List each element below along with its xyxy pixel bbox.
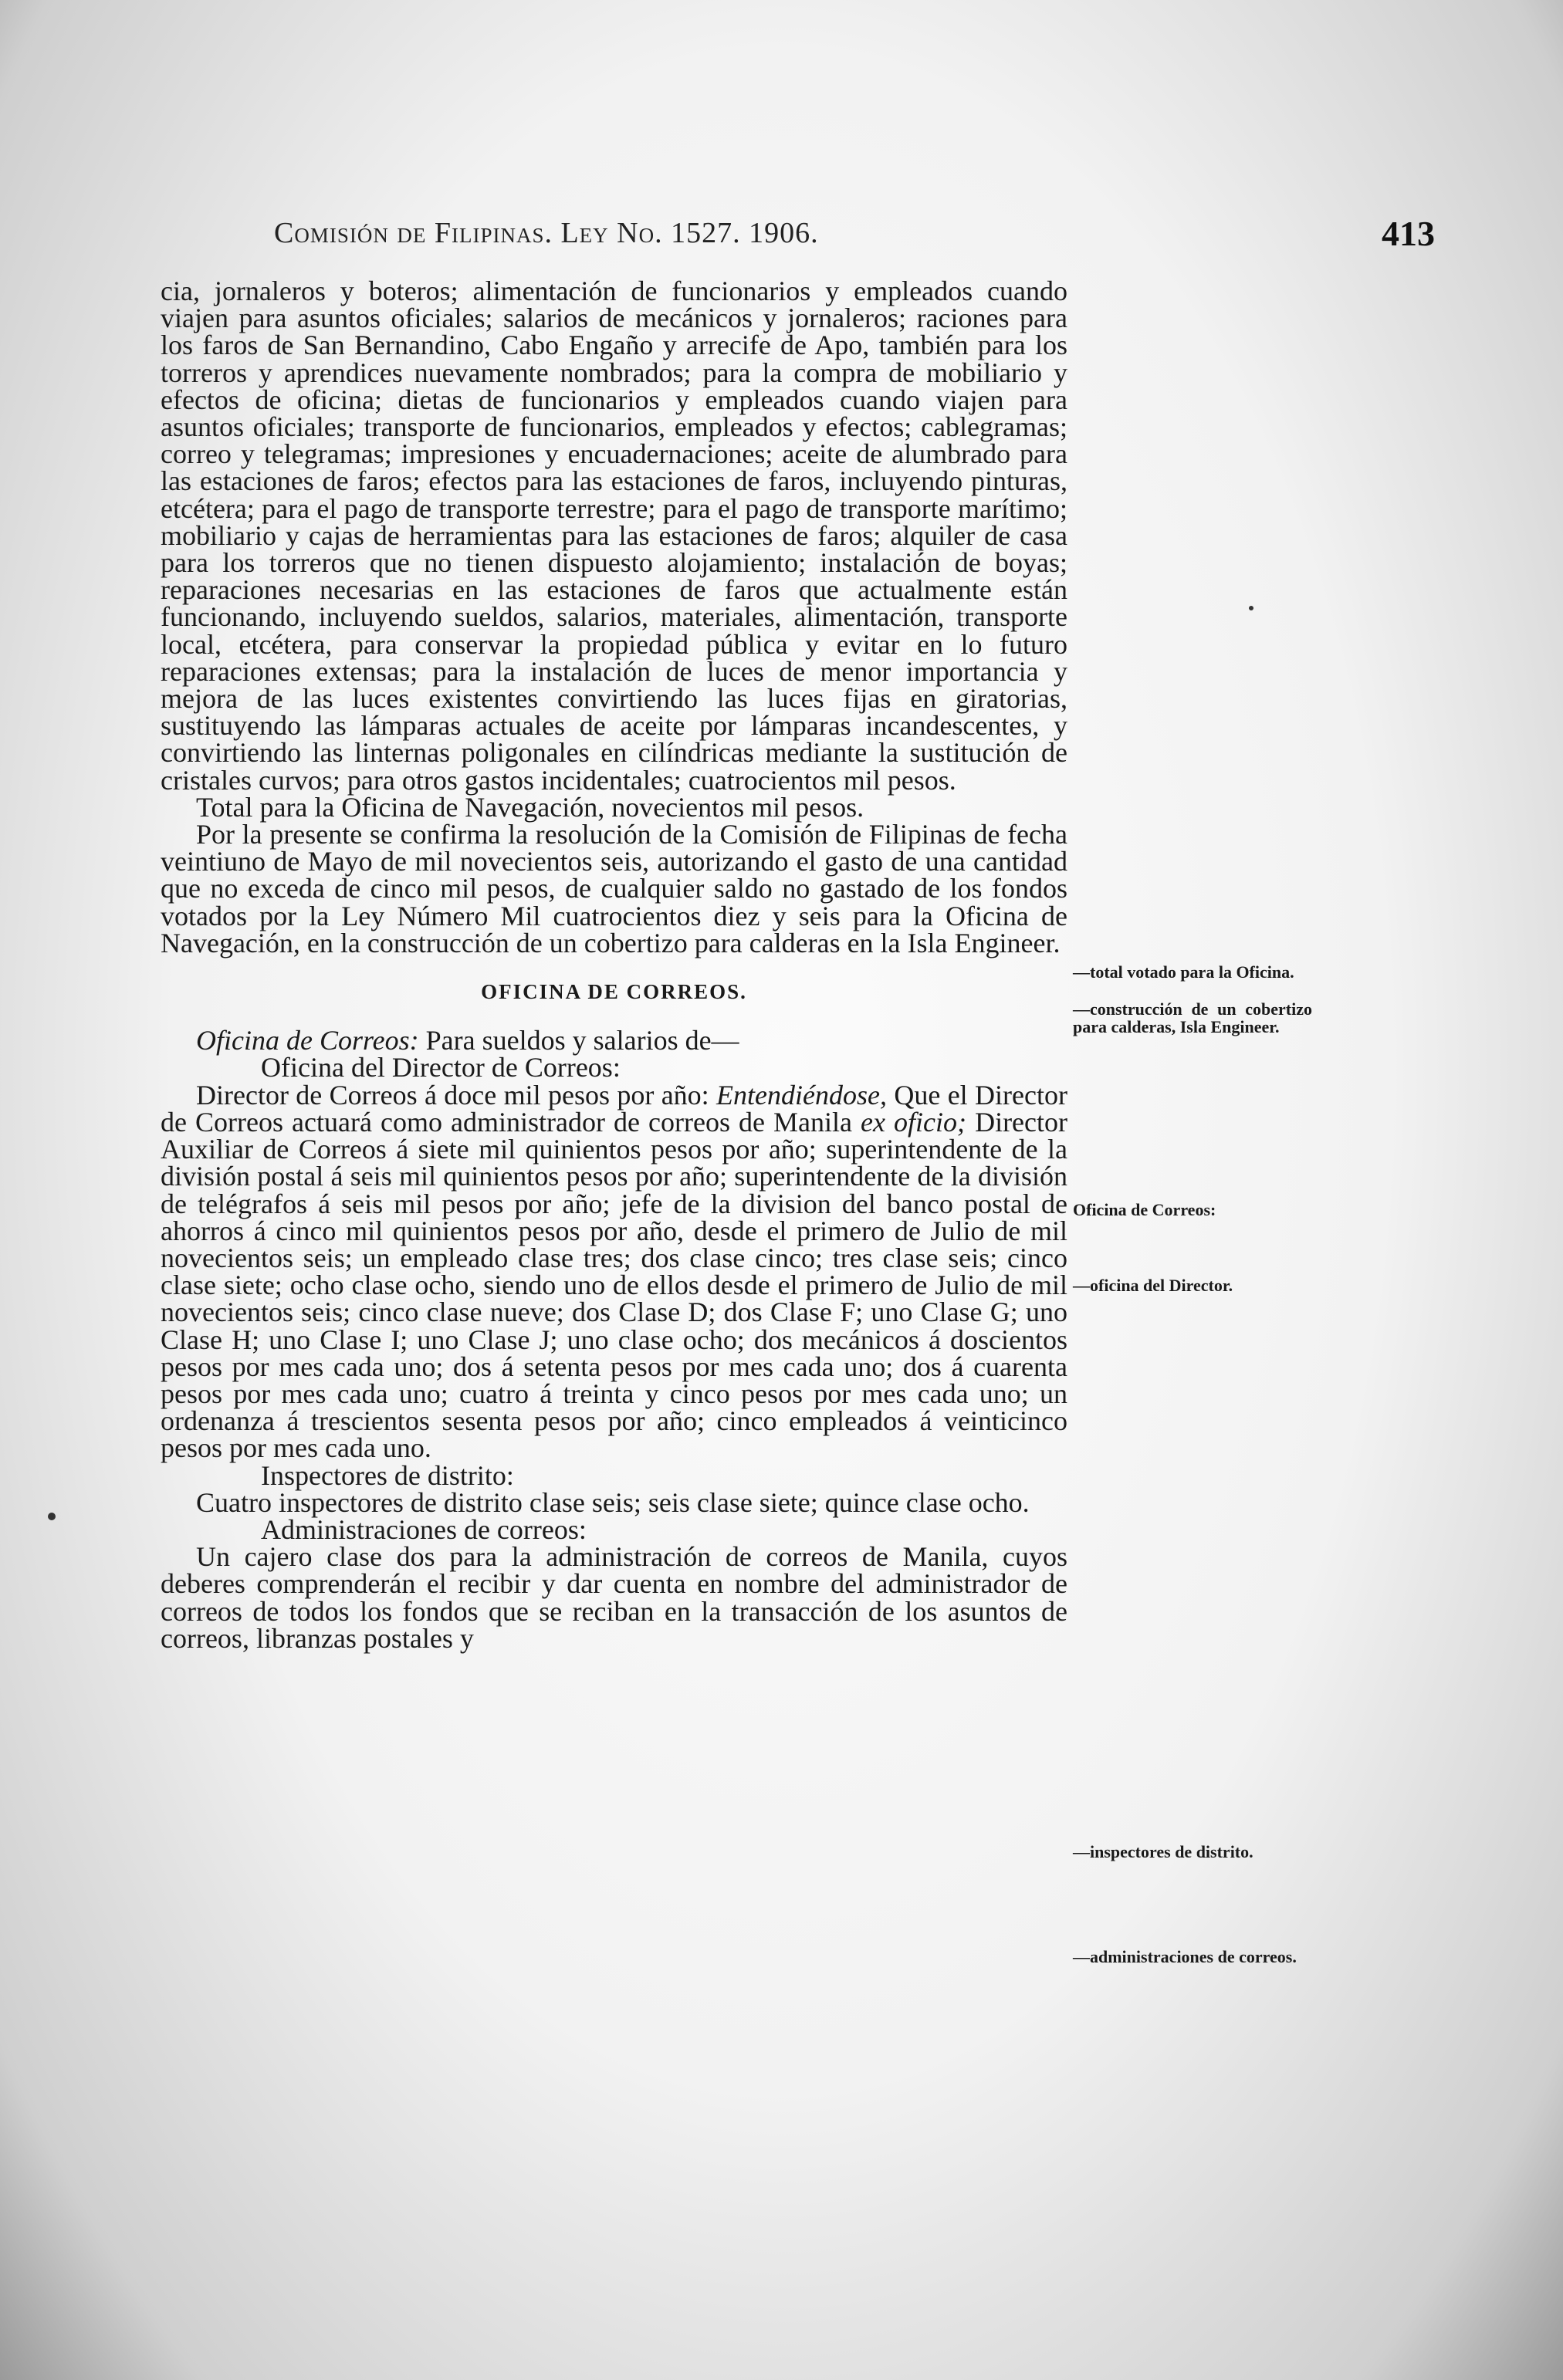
paragraph-administraciones-heading: Administraciones de correos: [261,1513,587,1545]
paragraph-inspectores: Cuatro inspectores de distrito clase seis; seis clase siete; quince clase ocho. [196,1486,1030,1518]
text-director-mid: Que el Director de Correos actuará como administrador de correos de Manila [161,1079,1067,1138]
section-title-correos: OFICINA DE CORREOS. [481,980,747,1004]
paragraph-lighthouse-expenses: cia, jornaleros y boteros; alimentación de funcionarios y empleados cuando viajen para asuntos oficiales; salarios de mecánicos y jornaleros; raciones para los faros de San Bernandino, Cabo Engaño y arrecife de Apo, también para los torreros y aprendices nuevamente nombrados; para la compra de mobiliario y efectos de oficina; dietas de funcionarios y empleados cuando viajen para asuntos oficiales; transporte de funcionarios, empleados y efectos; cablegramas; correo y telegramas; impresiones y encuadernaciones; aceite de alumbrado para las estaciones de faros; efectos para las estaciones de faros, incluyendo pinturas, etcétera; para el pago de transporte terrestre; para el pago de transporte marítimo; mobiliario y cajas de herramientas para las estaciones de faros; alquiler de casa para los torreros que no tienen dispuesto alojamiento; instalación de boyas; reparaciones necesarias en las estaciones de faros que actualmente están funcionando, incluyendo sueldos, salarios, materiales, alimentación, transporte local, etcétera, para conservar la propiedad pública y evitar en lo futuro reparaciones extensas; para la instalación de luces de menor importancia y mejora de las luces existentes convirtiendo las luces fijas en giratorias, sustituyendo las lámparas actuales de aceite por lámparas incandescentes, y convirtiendo las linternas poligonales en cilíndricas mediante la sustitución de cristales curvos; para otros gastos incidentales; cuatrocientos mil pesos. [161,276,1067,796]
italic-entendiendose: Entendiéndose, [716,1079,887,1111]
paragraph-total-navegacion: Total para la Oficina de Navegación, novecientos mil pesos. [196,791,864,823]
paragraph-cajero: Un cajero clase dos para la administración de correos de Manila, cuyos deberes comprenderán el recibir y dar cuenta en nombre del administrador de correos de todos los fondos que se reciban en la transacción de los asuntos de correos, libranzas postales y [161,1541,1067,1654]
italic-oficina-correos: Oficina de Correos: [196,1025,419,1056]
text-director-start: Director de Correos á doce mil pesos por año: [196,1079,717,1111]
margin-note-total: —total votado para la Oficina. [1073,962,1294,982]
paragraph-director-salaries [161,1079,1068,1464]
margin-note-director: —oficina del Director. [1073,1276,1233,1295]
margin-note-inspectores: —inspectores de distrito. [1073,1842,1253,1861]
margin-note-oficina-correos: Oficina de Correos: [1073,1200,1216,1219]
paragraph-resolution: Por la presente se confirma la resolución de la Comisión de Filipinas de fecha veintiuno de Mayo de mil novecientos seis, autorizando el gasto de una cantidad que no exceda de cinco mil pesos, de cualquier saldo no gastado de los fondos votados por la Ley Número Mil cuatrocientos diez y seis para la Oficina de Navegación, en la construcción de un cobertizo para calderas en la Isla Engineer. [161,819,1067,958]
text-director-end: Director Auxiliar de Correos á siete mil quinientos pesos por año; superintendente de la división postal á seis mil quinientos pesos por año; superintendente de la división de telégrafos á seis mil pesos por año; jefe de la division del banco postal de ahorros á cinco mil quinientos pesos por año, desde el primero de Julio de mil novecientos seis; un empleado clase tres; dos clase cinco; tres clase seis; cinco clase siete; ocho clase ocho, siendo uno de ellos desde el primero de Julio de mil novecientos seis; cinco clase nueve; dos Clase D; dos Clase F; uno Clase G; uno Clase H; uno Clase I; uno Clase J; uno clase ocho; dos mecánicos á doscientos pesos por mes cada uno; dos á setenta pesos por mes cada uno; dos á cuarenta pesos por mes cada uno; cuatro á treinta y cinco pesos por mes cada uno; un ordenanza á trescientos sesenta pesos por año; cinco empleados á veinticinco pesos por mes cada uno. [161,1106,1068,1464]
scan-speck [48,1513,56,1520]
paragraph-inspectores-heading: Inspectores de distrito: [261,1459,514,1491]
running-header: Comisión de Filipinas. Ley No. 1527. 1906. [274,217,819,249]
margin-note-cobertizo: —construcción de un cobertizo para calderas, Isla Engineer. [1073,999,1312,1036]
page-number: 413 [1382,214,1435,253]
italic-ex-oficio: ex oficio; [861,1106,967,1138]
scan-speck [1249,606,1253,610]
margin-note-administraciones: —administraciones de correos. [1073,1947,1297,1966]
text-sueldos-salarios: Para sueldos y salarios de— [418,1025,739,1056]
main-text [161,278,1067,1652]
paragraph-oficina-director: Oficina del Director de Correos: [261,1052,621,1084]
paragraph-oficina-correos [161,1027,1067,1054]
